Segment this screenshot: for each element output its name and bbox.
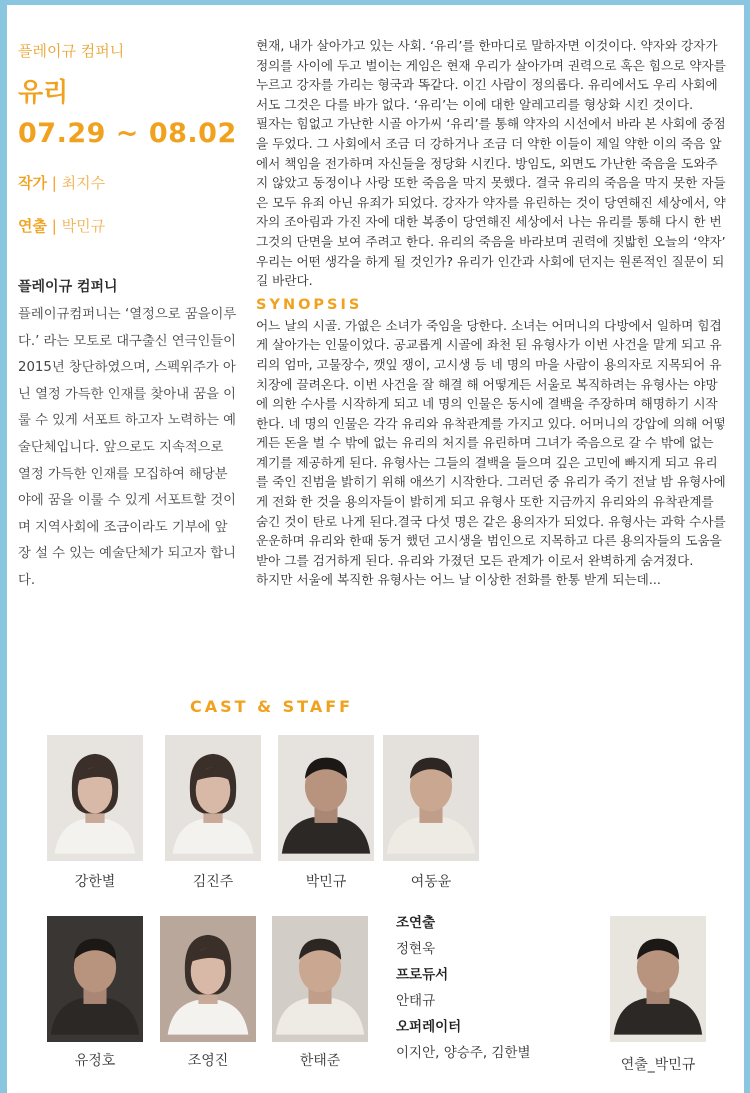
cast-name: 유정호 — [74, 1053, 116, 1069]
cast-photo-4 — [383, 735, 479, 861]
cast-photo-5 — [47, 916, 143, 1042]
writer-credit — [18, 172, 105, 193]
cast-photo-1 — [47, 735, 143, 861]
staff-role: 조연출 — [396, 915, 436, 931]
company-info-description: 플레이규컴퍼니는 ‘열정으로 꿈을이루다.’ 라는 모토로 대구출신 연극인들이 2015년 창단하였으며, 스펙위주가 아닌 열정 가득한 인재를 찾아내 꿈을 이룰 수 있게 서포트 하고자 노력하는 예술단체입니다. 앞으로도 지속적으로 열정 가득한 인재를 모집하여 해당분야에 꿈을 이룰 수 있게 서포트할 것이며 지역사회에 조금이라도 기부에 앞장 설 수 있는 예술단체가 되고자 합니다. — [18, 307, 237, 588]
performance-dates: 07.29 ~ 08.02 — [18, 118, 237, 149]
cast-photo-7 — [272, 916, 368, 1042]
play-title: 유리 — [18, 78, 69, 108]
cast-photo-2 — [165, 735, 261, 861]
staff-role: 프로듀서 — [396, 967, 449, 983]
director-caption: 연출_박민규 — [620, 1057, 696, 1073]
writer-name: 최지수 — [61, 174, 106, 192]
director-role: 연출 — [18, 217, 47, 235]
cast-name: 박민규 — [305, 874, 347, 890]
main-text-column — [256, 36, 726, 590]
staff-names: 정현욱 — [396, 941, 436, 957]
cast-staff-heading: CAST & STAFF — [190, 697, 354, 716]
credit-separator: | — [51, 217, 57, 235]
cast-name: 한태준 — [299, 1053, 341, 1069]
synopsis-body: 어느 날의 시골. 가엾은 소녀가 죽임을 당한다. 소녀는 어머니의 다방에서 일하며 힘겹게 살아가는 인물이었다. 공교롭게 시골에 좌천 된 유형사가 이번 사건을 맡게 되고 유리의 엄마, 고물장수, 깻잎 쟁이, 고시생 등 네 명의 마을 사람이 용의자로 지목되어 유치장에 끌려온다. 이번 사건을 잘 해결 해 어떻게든 서울로 복직하려는 유형사는 야망에 의한 수사를 시작하게 되고 네 명의 인물은 동시에 결백을 주장하며 해명하기 시작한다. 네 명의 인물은 각각 유리와 유착관계를 가지고 있다. 어머니의 강압에 의해 어떻게든 돈을 벌 수 밖에 없는 유리의 처지를 유린하며 그녀가 죽음으로 갈 수 밖에 없는 계기를 제공하게 된다. 유형사는 그들의 결백을 들으며 깊은 고민에 빠지게 되고 유리를 죽인 진범을 밝히기 위해 애쓰기 시작한다. 그러던 중 유리가 죽기 전날 밤 유형사에게 전화 한 것을 용의자들이 밝히게 되고 유형사 또한 지금까지 유리와의 유착관계를 숨긴 것이 탄로 나게 된다.결국 다섯 명은 같은 용의자가 되었다. 유형사는 과학 수사를 운운하며 유리와 한때 동거 했던 고시생을 범인으로 지목하고 다른 용의자들의 도움을 받아 그를 검거하게 된다. 유리와 가졌던 모든 관계가 이로서 완벽하게 숨겨졌다. — [256, 317, 726, 568]
synopsis-ending: 하지만 서울에 복직한 유형사는 어느 날 이상한 전화를 한통 받게 되는데... — [256, 572, 661, 588]
staff-names: 이지안, 양승주, 김한별 — [396, 1045, 531, 1061]
company-name: 플레이규 컴퍼니 — [18, 42, 125, 60]
staff-role: 오퍼레이터 — [396, 1019, 462, 1035]
cast-name: 여동윤 — [410, 874, 452, 890]
staff-list — [396, 910, 531, 1066]
left-frame-bar — [0, 0, 7, 1093]
cast-name: 강한별 — [74, 874, 116, 890]
top-frame-bar — [0, 0, 750, 5]
cast-name: 김진주 — [192, 874, 234, 890]
director-credit — [18, 215, 105, 236]
synopsis-heading: SYNOPSIS — [256, 296, 363, 313]
credit-separator: | — [51, 174, 57, 192]
writer-role: 작가 — [18, 174, 47, 192]
right-frame-bar — [744, 0, 750, 1093]
intro-paragraph-2: 필자는 힘없고 가난한 시골 아가씨 ‘유리’를 통해 약자의 시선에서 바라 본 사회에 중점을 두었다. 그 사회에서 조금 더 강하거나 조금 더 약한 이들이 제일 약한 이의 죽음 앞에서 책임을 전가하며 자신들을 정당화 시킨다. 방임도, 외면도 가난한 죽음을 도와주지 않았고 동정이나 사랑 또한 죽음을 막지 못했다. 결국 유리의 죽음을 막지 못한 자들은 모두 유죄 아닌 유죄가 되었다. 강자가 약자를 유린하는 것이 당연해진 세상에서, 약자의 조아림과 가진 자에 대한 복종이 당연해진 세상에서 나는 유리를 통해 다시 한 번 그것의 단면을 보여 주려고 한다. 유리의 죽음을 바라보며 권력에 짓밟힌 오늘의 ‘약자’ 우리는 어떤 생각을 하게 될 것인가? 유리가 인간과 사회에 던지는 원론적인 질문이 되길 바란다. — [256, 116, 726, 289]
director-name: 박민규 — [61, 217, 106, 235]
intro-paragraph-1: 현재, 내가 살아가고 있는 사회. ‘유리’를 한마디로 말하자면 이것이다. 약자와 강자가 정의를 사이에 두고 벌이는 게임은 현재 우리가 살아가며 권력으로 혹은 힘으로 약자를 누르고 강자를 가리는 형국과 똑같다. 이긴 사람이 정의롭다. 유리에서도 우리 사회에서도 그것은 다를 바가 없다. ‘유리’는 이에 대한 알레고리를 형상화 시킨 것이다. — [256, 38, 726, 112]
cast-photo-3 — [278, 735, 374, 861]
cast-name: 조영진 — [187, 1053, 229, 1069]
cast-photo-6 — [160, 916, 256, 1042]
director-photo — [610, 916, 706, 1042]
company-info-heading: 플레이규 컴퍼니 — [18, 279, 118, 295]
staff-names: 안태규 — [396, 993, 436, 1009]
